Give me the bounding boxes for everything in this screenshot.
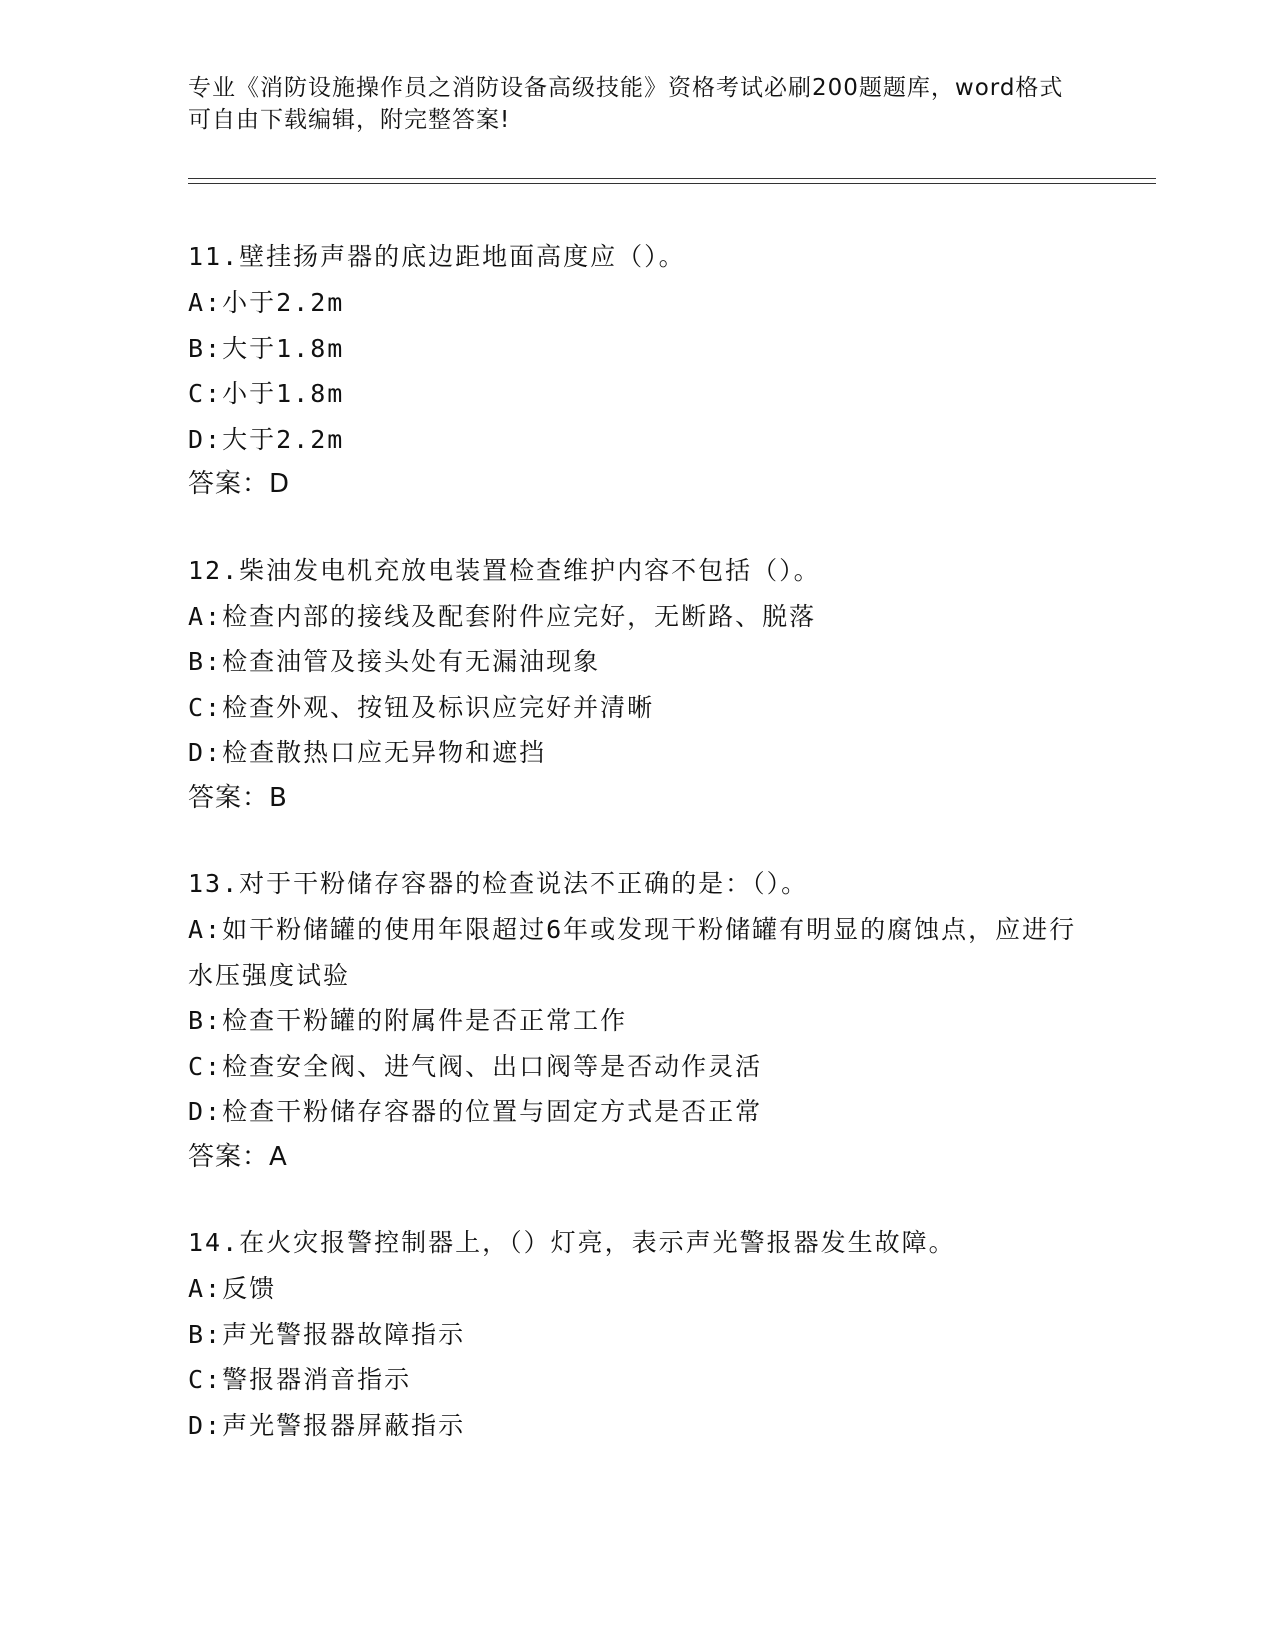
option-c: C:检查外观、按钮及标识应完好并清晰 bbox=[188, 692, 655, 722]
document-intro: 专业《消防设施操作员之消防设备高级技能》资格考试必刷200题题库，word格式可自由下载编辑，附完整答案! bbox=[188, 75, 1064, 133]
question-13 bbox=[188, 861, 1088, 1180]
question-stem: 13.对于干粉储存容器的检查说法不正确的是：（）。 bbox=[188, 869, 809, 898]
option-c: C:检查安全阀、进气阀、出口阀等是否动作灵活 bbox=[188, 1051, 763, 1081]
question-stem: 12.柴油发电机充放电装置检查维护内容不包括（）。 bbox=[188, 555, 821, 585]
option-a: A:如干粉储罐的使用年限超过6年或发现干粉储罐有明显的腐蚀点，应进行水压强度试验 bbox=[188, 915, 1077, 990]
option-d: D:大于2.2m bbox=[188, 424, 345, 454]
header-divider-top bbox=[188, 178, 1156, 179]
question-list bbox=[188, 234, 1088, 1488]
header-divider-bottom bbox=[188, 183, 1156, 184]
question-12 bbox=[188, 548, 1088, 822]
answer-line: 答案：A bbox=[188, 1141, 288, 1172]
option-a: A:小于2.2m bbox=[188, 288, 345, 317]
option-b: B:检查油管及接头处有无漏油现象 bbox=[188, 647, 601, 676]
option-c: C:警报器消音指示 bbox=[188, 1365, 412, 1394]
option-c: C:小于1.8m bbox=[188, 379, 345, 408]
option-b: B:声光警报器故障指示 bbox=[188, 1319, 466, 1349]
question-stem: 11.壁挂扬声器的底边距地面高度应（）。 bbox=[188, 242, 686, 271]
option-d: D:检查干粉储存容器的位置与固定方式是否正常 bbox=[188, 1097, 763, 1126]
option-d: D:声光警报器屏蔽指示 bbox=[188, 1410, 466, 1440]
option-b: B:大于1.8m bbox=[188, 333, 345, 363]
option-b: B:检查干粉罐的附属件是否正常工作 bbox=[188, 1006, 628, 1035]
question-11 bbox=[188, 234, 1088, 508]
question-14 bbox=[188, 1220, 1088, 1448]
option-d: D:检查散热口应无异物和遮挡 bbox=[188, 738, 547, 767]
question-stem: 14.在火灾报警控制器上，（）灯亮，表示声光警报器发生故障。 bbox=[188, 1228, 956, 1257]
answer-line: 答案：B bbox=[188, 782, 288, 813]
option-a: A:反馈 bbox=[188, 1274, 277, 1303]
option-a: A:检查内部的接线及配套附件应完好，无断路、脱落 bbox=[188, 601, 817, 631]
answer-line: 答案：D bbox=[188, 469, 291, 499]
